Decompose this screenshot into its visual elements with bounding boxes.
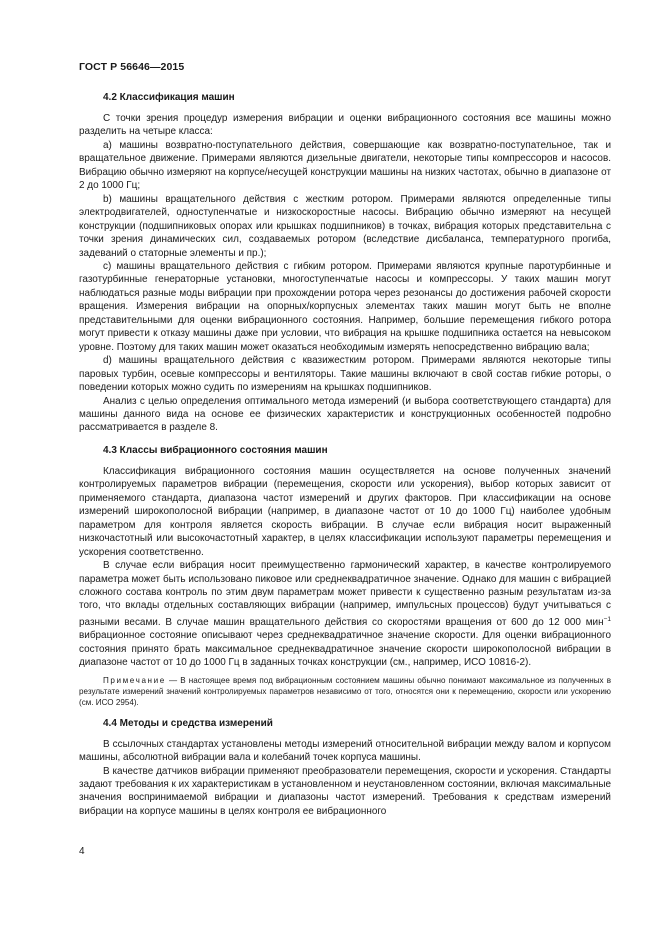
note-text: — В настоящее время под вибрационным состоянием машины обычно понимают максимальное из полученных в результате измерений значений контролируемых параметров независимо от того, относятся они к перемещению, скорости или ускорению (см. ИСО 2954). <box>79 675 611 707</box>
list-item-a: а) машины возвратно-поступательного действия, совершающие как возвратно-поступательное, так и вращательное движение. Примерами являются дизельные двигатели, некоторые типы компрессоров и насосов. Вибрацию обычно измеряют на корпусе/несущей конструкции машины на низких частотах, обычно в диапазоне от 2 до 1000 Гц; <box>79 139 611 192</box>
paragraph: В ссылочных стандартах установлены методы измерений относительной вибрации между валом и корпусом машины, абсолютной вибрации вала и колебаний точек корпуса машины. <box>79 738 611 764</box>
paragraph: Анализ с целью определения оптимального метода измерений (и выбора соответствующего стандарта) для машины данного вида на основе ее физических характеристик и конструкционных особенностей подробно рассматривается в разделе 8. <box>79 395 611 434</box>
standard-header: ГОСТ Р 56646—2015 <box>79 61 185 73</box>
section-4-3-title: 4.3 Классы вибрационного состояния машин <box>103 444 328 456</box>
superscript-exponent: −1 <box>603 615 611 623</box>
page-content <box>79 91 611 818</box>
page-number: 4 <box>79 846 85 857</box>
list-item-d: d) машины вращательного действия с квазижестким ротором. Примерами являются некоторые типы паровых турбин, осевые компрессоры и вентиляторы. Такие машины включают в свой состав гибкие роторы, о поведении которых можно судить по измерениям на крышках подшипников. <box>79 355 611 394</box>
list-item-c: c) машины вращательного действия с гибким ротором. Примерами являются крупные паротурбинные и газотурбинные генераторные установки, многоступенчатые насосы и компрессоры. У таких машин могут наблюдаться разные моды вибрации при прохождении ротора через резонансы до достижения рабочей скорости вращения. Измерения вибрации на опорных/корпусных элементах таких машин могут быть не вполне представительными для оценки вибрационного состояния. Например, большие перемещения гибкого ротора могут привести к отказу машины даже при условии, что вибрация на крышке подшипника остается на невысоком уровне. Поэтому для таких машин может оказаться необходимым измерять непосредственно вибрацию вала; <box>79 260 611 353</box>
list-item-b: b) машины вращательного действия с жестким ротором. Примерами являются определенные типы электродвигателей, одноступенчатые и низкоскоростные насосы. Вибрацию обычно измеряют на несущей конструкции (подшипниковых опорах или крышках подшипников) в точках, вибрация которых представительна с точки зрения динамических сил, создаваемых ротором (вследствие дисбаланса, температурного прогиба, задеваний о статорные элементы и пр.); <box>79 193 611 259</box>
section-4-4-title: 4.4 Методы и средства измерений <box>103 717 273 729</box>
paragraph-text: В случае если вибрация носит преимущественно гармонический характер, в качестве контролируемого параметра может быть использовано пиковое или среднеквадратичное значение. Однако для машин с вибрацией сложного состава контроль по этим двум параметрам может привести к существенно разным результатам из-за того, что вклады отдельных составляющих вибрации (например, импульсных процессов) будут учитываться с разными весами. В случае машин вращательного действия со скоростями вращения от 600 до 12 000 мин <box>79 560 611 628</box>
paragraph: С точки зрения процедур измерения вибрации и оценки вибрационного состояния все машины можно разделить на четыре класса: <box>79 113 611 138</box>
paragraph <box>79 559 611 670</box>
section-4-2-title: 4.2 Классификация машин <box>103 92 235 103</box>
paragraph-text: вибрационное состояние описывают через среднеквадратичное значение скорости. Для оценки вибрационного состояния принято брать максимальное среднеквадратичное значение скорости широкополосной вибрации в диапазоне частот от 10 до 1000 Гц в заданных точках конструкции (см., например, ИСО 10816-2). <box>79 630 611 669</box>
paragraph: В качестве датчиков вибрации применяют преобразователи перемещения, скорости и ускорения. Стандарты задают требования к их характеристикам в установленном и неустановленном состоянии, включая максимальные значения воспринимаемой вибрации и диапазоны частот измерений. Требования к средствам измерений вибрации на корпусе машины в целях контроля ее вибрационного <box>79 765 611 817</box>
paragraph: Классификация вибрационного состояния машин осуществляется на основе полученных значений контролируемых параметров вибрации (перемещения, скорости или ускорения), выбор которых зависит от применяемого стандарта, диапазона частот измерений и других факторов. При классификации на основе измерений широкополосной вибрации (например, в диапазоне частот от 10 до 1000 Гц) наиболее удобным параметром для контроля является скорость вибрации. В случае если вибрация носит выраженный низкочастотный или высокочастотный характер, в целях классификации используют параметры перемещения и ускорения соответственно. <box>79 465 611 558</box>
note-label: Примечание <box>103 675 166 685</box>
note <box>79 675 611 708</box>
